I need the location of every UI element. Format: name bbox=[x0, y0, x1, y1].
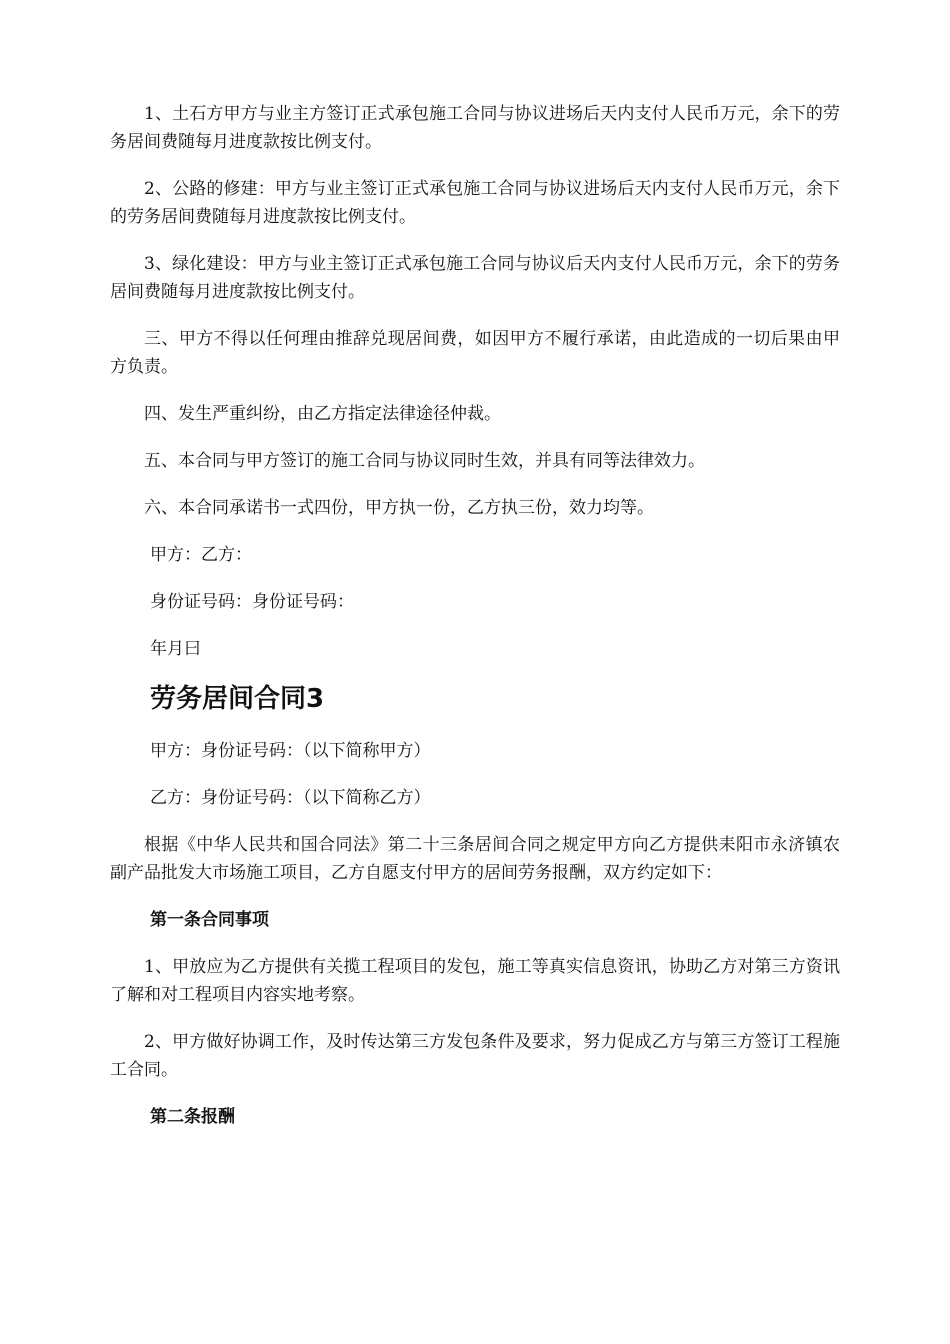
clause-six: 六、本合同承诺书一式四份，甲方执一份，乙方执三份，效力均等。 bbox=[144, 498, 654, 518]
contract-intro: 根据《中华人民共和国合同法》第二十三条居间合同之规定甲方向乙方提供耒阳市永济镇农副产品批发大市场施工项目，乙方自愿支付甲方的居间劳务报酬，双方约定如下： bbox=[110, 835, 840, 883]
article-1-title: 第一条合同事项 bbox=[150, 910, 269, 930]
document-body bbox=[110, 100, 840, 1150]
article-2-title: 第二条报酬 bbox=[150, 1107, 235, 1127]
clause-three: 三、甲方不得以任何理由推辞兑现居间费，如因甲方不履行承诺，由此造成的一切后果由甲方负责。 bbox=[110, 329, 840, 377]
clause-five: 五、本合同与甲方签订的施工合同与协议同时生效，并具有同等法律效力。 bbox=[144, 451, 705, 471]
article-1-item-2: 2、甲方做好协调工作，及时传达第三方发包条件及要求，努力促成乙方与第三方签订工程施工合同。 bbox=[110, 1032, 840, 1080]
signature-id-numbers: 身份证号码：身份证号码： bbox=[150, 592, 354, 612]
party-a-line: 甲方：身份证号码：（以下简称甲方） bbox=[150, 741, 431, 761]
clause-four: 四、发生严重纠纷，由乙方指定法律途径仲裁。 bbox=[144, 404, 501, 424]
article-1-item-1: 1、甲放应为乙方提供有关揽工程项目的发包，施工等真实信息资讯，协助乙方对第三方资讯了解和对工程项目内容实地考察。 bbox=[110, 957, 840, 1005]
party-b-line: 乙方：身份证号码：（以下简称乙方） bbox=[150, 788, 431, 808]
signature-date: 年月曰 bbox=[150, 639, 201, 659]
clause-greening-payment: 3、绿化建设：甲方与业主签订正式承包施工合同与协议后天内支付人民币万元，余下的劳务居间费随每月进度款按比例支付。 bbox=[110, 254, 840, 302]
clause-earthwork-payment: 1、土石方甲方与业主方签订正式承包施工合同与协议进场后天内支付人民币万元，余下的劳务居间费随每月进度款按比例支付。 bbox=[110, 104, 840, 152]
signature-parties: 甲方：乙方： bbox=[150, 545, 252, 565]
section-title: 劳务居间合同3 bbox=[150, 684, 325, 714]
clause-road-payment: 2、公路的修建：甲方与业主签订正式承包施工合同与协议进场后天内支付人民币万元，余下的劳务居间费随每月进度款按比例支付。 bbox=[110, 179, 840, 227]
